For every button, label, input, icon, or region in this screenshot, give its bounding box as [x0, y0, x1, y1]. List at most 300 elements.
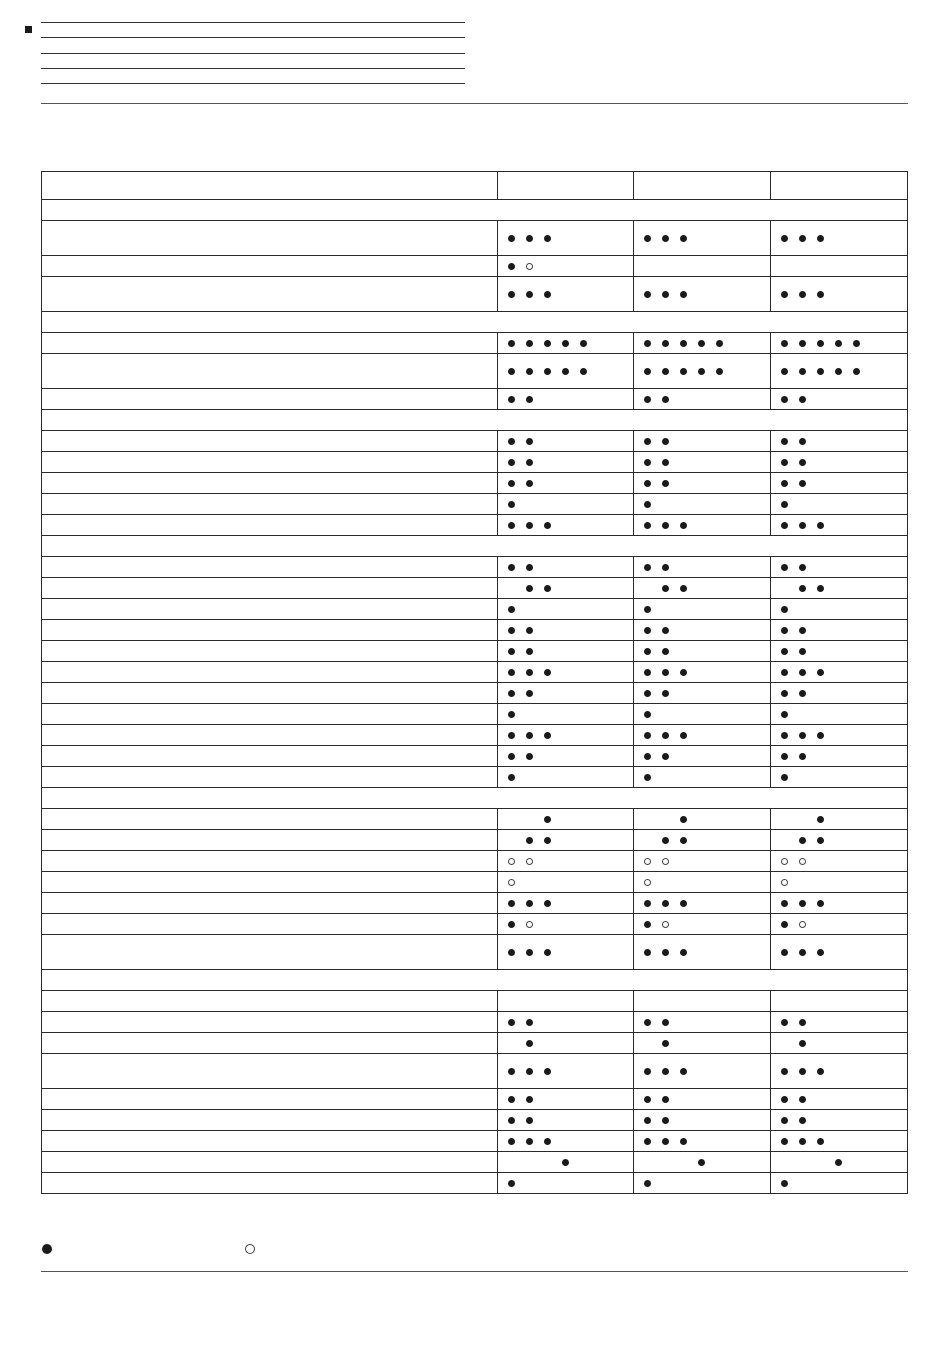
table-row: [42, 914, 908, 935]
model-1-cell: [498, 1089, 634, 1110]
model-2-cell: [634, 452, 771, 473]
filled-circle-icon: [662, 1117, 669, 1124]
availability-marks: [781, 291, 835, 298]
filled-circle-icon: [508, 1019, 515, 1026]
filled-circle-icon: [799, 585, 806, 592]
filled-circle-icon: [662, 585, 669, 592]
open-circle-icon: [644, 879, 651, 886]
feature-label-cell: [42, 1054, 498, 1089]
availability-marks: [644, 837, 698, 844]
model-2-cell: [634, 1033, 771, 1054]
filled-circle-icon: [781, 627, 788, 634]
table-row: [42, 830, 908, 851]
filled-circle-icon: [508, 368, 515, 375]
model-1-cell: [498, 452, 634, 473]
filled-circle-icon: [781, 1117, 788, 1124]
model-2-cell: [634, 662, 771, 683]
model-2-cell: [634, 830, 771, 851]
filled-circle-icon: [526, 837, 533, 844]
filled-circle-icon: [817, 1068, 824, 1075]
filled-circle-icon: [680, 1068, 687, 1075]
filled-circle-icon: [508, 501, 515, 508]
availability-marks: [644, 459, 680, 466]
feature-label-cell: [42, 599, 498, 620]
feature-label-cell: [42, 662, 498, 683]
model-1-cell: [498, 872, 634, 893]
filled-circle-icon: [799, 438, 806, 445]
availability-marks: [508, 480, 544, 487]
feature-label-cell: [42, 431, 498, 452]
table-row: [42, 1131, 908, 1152]
open-circle-icon: [662, 858, 669, 865]
open-circle-icon: [508, 858, 515, 865]
availability-marks: [781, 1138, 835, 1145]
table-row: [42, 1054, 908, 1089]
model-2-cell: [634, 991, 771, 1012]
availability-marks: [781, 501, 799, 508]
availability-marks: [508, 837, 562, 844]
availability-marks: [508, 263, 544, 270]
filled-circle-icon: [508, 1180, 515, 1187]
model-1-cell: [498, 1012, 634, 1033]
section-header-row: [42, 410, 908, 431]
filled-circle-icon: [644, 774, 651, 781]
filled-circle-icon: [781, 711, 788, 718]
filled-circle-icon: [781, 340, 788, 347]
availability-marks: [644, 522, 698, 529]
model-2-cell: [634, 1173, 771, 1194]
table-row: [42, 557, 908, 578]
model-3-cell: [771, 872, 908, 893]
availability-marks: [781, 606, 799, 613]
availability-marks: [781, 648, 817, 655]
model-2-cell: [634, 256, 771, 277]
filled-circle-icon: [799, 1040, 806, 1047]
filled-circle-icon: [526, 1040, 533, 1047]
availability-marks: [644, 921, 680, 928]
filled-circle-icon: [662, 396, 669, 403]
filled-circle-icon: [644, 1138, 651, 1145]
model-3-cell: [771, 256, 908, 277]
filled-circle-icon: [662, 564, 669, 571]
model-1-cell: [498, 256, 634, 277]
model-2-cell: [634, 515, 771, 536]
filled-circle-icon: [508, 235, 515, 242]
filled-circle-icon: [662, 732, 669, 739]
filled-circle-icon: [817, 340, 824, 347]
model-1-cell: [498, 830, 634, 851]
filled-circle-icon: [526, 669, 533, 676]
filled-circle-icon: [644, 732, 651, 739]
model-2-cell: [634, 1110, 771, 1131]
availability-marks: [508, 459, 544, 466]
filled-circle-icon: [799, 753, 806, 760]
model-3-cell: [771, 683, 908, 704]
filled-circle-icon: [853, 368, 860, 375]
model-3-cell: [771, 1012, 908, 1033]
feature-label-cell: [42, 277, 498, 312]
filled-circle-icon: [544, 949, 551, 956]
feature-label-cell: [42, 1131, 498, 1152]
filled-circle-icon: [799, 1068, 806, 1075]
model-3-cell: [771, 599, 908, 620]
filled-circle-icon: [662, 368, 669, 375]
filled-circle-icon: [644, 340, 651, 347]
table-row: [42, 1152, 908, 1173]
section-header-cell: [42, 970, 908, 991]
feature-label-cell: [42, 620, 498, 641]
availability-marks: [508, 1096, 544, 1103]
model-2-cell: [634, 578, 771, 599]
filled-circle-icon: [562, 1159, 569, 1166]
filled-circle-icon: [799, 235, 806, 242]
filled-circle-icon: [680, 522, 687, 529]
filled-circle-icon: [781, 774, 788, 781]
filled-circle-icon: [799, 732, 806, 739]
filled-circle-icon: [817, 291, 824, 298]
feature-label-cell: [42, 830, 498, 851]
filled-circle-icon: [662, 438, 669, 445]
filled-circle-icon: [662, 1138, 669, 1145]
filled-circle-icon: [526, 1138, 533, 1145]
filled-circle-icon: [526, 627, 533, 634]
availability-marks: [508, 669, 562, 676]
feature-label-cell: [42, 1033, 498, 1054]
filled-circle-icon: [799, 669, 806, 676]
availability-marks: [644, 585, 698, 592]
model-3-cell: [771, 1152, 908, 1173]
table-row: [42, 872, 908, 893]
filled-circle-icon: [644, 627, 651, 634]
table-row: [42, 1110, 908, 1131]
availability-marks: [644, 235, 698, 242]
header-rule: [41, 53, 465, 54]
model-1-cell: [498, 1054, 634, 1089]
divider: [41, 103, 908, 104]
model-2-cell: [634, 767, 771, 788]
availability-marks: [781, 1117, 817, 1124]
filled-circle-icon: [799, 1019, 806, 1026]
filled-circle-icon: [644, 711, 651, 718]
model-3-cell: [771, 515, 908, 536]
filled-circle-icon: [817, 368, 824, 375]
availability-marks: [508, 816, 562, 823]
filled-circle-icon: [526, 480, 533, 487]
model-1-cell: [498, 494, 634, 515]
model-3-cell: [771, 1110, 908, 1131]
table-row: [42, 809, 908, 830]
model-1-cell: [498, 333, 634, 354]
open-circle-icon: [526, 921, 533, 928]
availability-marks: [781, 711, 799, 718]
filled-circle-icon: [508, 1138, 515, 1145]
feature-label-cell: [42, 172, 498, 200]
filled-circle-icon: [799, 522, 806, 529]
model-1-cell: [498, 389, 634, 410]
model-2-cell: [634, 683, 771, 704]
table-row: [42, 354, 908, 389]
availability-marks: [508, 340, 598, 347]
filled-circle-icon: [526, 396, 533, 403]
model-1-cell: [498, 991, 634, 1012]
model-2-cell: [634, 1089, 771, 1110]
availability-marks: [781, 522, 835, 529]
filled-circle-icon: [580, 340, 587, 347]
filled-circle-icon: [680, 900, 687, 907]
availability-marks: [781, 1068, 835, 1075]
availability-marks: [781, 438, 817, 445]
availability-marks: [781, 585, 835, 592]
model-2-cell: [634, 872, 771, 893]
filled-circle-icon: [817, 235, 824, 242]
filled-circle-icon: [508, 774, 515, 781]
filled-circle-icon: [817, 669, 824, 676]
availability-marks: [644, 1138, 698, 1145]
table-row: [42, 578, 908, 599]
table-row: [42, 1012, 908, 1033]
availability-marks: [508, 501, 526, 508]
model-3-cell: [771, 641, 908, 662]
filled-circle-icon: [508, 291, 515, 298]
filled-circle-icon: [526, 732, 533, 739]
feature-label-cell: [42, 256, 498, 277]
model-3-cell: [771, 473, 908, 494]
filled-circle-icon: [662, 669, 669, 676]
table-row: [42, 662, 908, 683]
filled-circle-icon: [662, 1068, 669, 1075]
filled-circle-icon: [508, 690, 515, 697]
availability-marks: [781, 690, 817, 697]
filled-circle-icon: [799, 690, 806, 697]
filled-circle-icon: [662, 627, 669, 634]
filled-circle-icon: [781, 235, 788, 242]
filled-circle-icon: [644, 564, 651, 571]
feature-label-cell: [42, 872, 498, 893]
filled-circle-icon: [817, 585, 824, 592]
model-3-cell: [771, 991, 908, 1012]
section-header-cell: [42, 788, 908, 809]
filled-circle-icon: [508, 753, 515, 760]
availability-marks: [508, 235, 562, 242]
filled-circle-icon: [508, 648, 515, 655]
filled-circle-icon: [799, 648, 806, 655]
filled-circle-icon: [526, 522, 533, 529]
model-2-cell: [634, 221, 771, 256]
model-3-cell: [771, 935, 908, 970]
filled-circle-icon: [662, 235, 669, 242]
model-1-cell: [498, 662, 634, 683]
table-row: [42, 851, 908, 872]
availability-marks: [781, 879, 799, 886]
availability-marks: [644, 879, 662, 886]
model-2-cell: [634, 1131, 771, 1152]
feature-label-cell: [42, 578, 498, 599]
model-1-cell: [498, 809, 634, 830]
filled-circle-icon: [781, 669, 788, 676]
filled-circle-icon: [644, 690, 651, 697]
availability-marks: [644, 1040, 680, 1047]
availability-marks: [508, 585, 562, 592]
availability-marks: [644, 564, 680, 571]
model-1-cell: [498, 599, 634, 620]
filled-circle-icon: [508, 732, 515, 739]
availability-marks: [508, 858, 544, 865]
availability-marks: [781, 774, 799, 781]
model-2-cell: [634, 809, 771, 830]
table-row: [42, 599, 908, 620]
model-3-cell: [771, 893, 908, 914]
model-2-cell: [634, 725, 771, 746]
filled-circle-icon: [781, 1180, 788, 1187]
availability-marks: [781, 900, 835, 907]
availability-marks: [508, 1159, 580, 1166]
filled-circle-icon: [781, 1096, 788, 1103]
model-3-cell: [771, 620, 908, 641]
availability-marks: [508, 648, 544, 655]
model-1-cell: [498, 1131, 634, 1152]
filled-circle-icon: [580, 368, 587, 375]
table-row: [42, 333, 908, 354]
model-1-cell: [498, 221, 634, 256]
filled-circle-icon: [562, 340, 569, 347]
feature-label-cell: [42, 641, 498, 662]
filled-circle-icon: [526, 949, 533, 956]
open-circle-icon: [799, 921, 806, 928]
model-3-cell: [771, 746, 908, 767]
availability-marks: [508, 438, 544, 445]
availability-marks: [644, 774, 662, 781]
filled-circle-icon: [799, 837, 806, 844]
feature-table: [41, 171, 908, 1194]
feature-label-cell: [42, 473, 498, 494]
filled-circle-icon: [508, 1117, 515, 1124]
filled-circle-icon: [662, 900, 669, 907]
availability-marks: [644, 732, 698, 739]
feature-label-cell: [42, 809, 498, 830]
open-circle-icon: [526, 858, 533, 865]
filled-circle-icon: [799, 459, 806, 466]
availability-marks: [781, 459, 817, 466]
filled-circle-icon: [680, 732, 687, 739]
availability-marks: [508, 1040, 544, 1047]
model-2-cell: [634, 1012, 771, 1033]
availability-marks: [508, 627, 544, 634]
model-2-cell: [634, 431, 771, 452]
model-1-cell: [498, 1033, 634, 1054]
filled-circle-icon: [799, 396, 806, 403]
feature-label-cell: [42, 221, 498, 256]
availability-marks: [781, 1019, 817, 1026]
table-row: [42, 277, 908, 312]
feature-label-cell: [42, 452, 498, 473]
filled-circle-icon: [544, 585, 551, 592]
feature-label-cell: [42, 494, 498, 515]
section-header-cell: [42, 312, 908, 333]
availability-marks: [508, 1117, 544, 1124]
table-row: [42, 473, 908, 494]
filled-circle-icon: [698, 1159, 705, 1166]
model-1-cell: [498, 277, 634, 312]
availability-marks: [508, 606, 526, 613]
filled-circle-icon: [781, 921, 788, 928]
filled-circle-icon: [662, 522, 669, 529]
availability-marks: [508, 921, 544, 928]
table-row: [42, 620, 908, 641]
filled-circle-icon: [544, 340, 551, 347]
availability-marks: [508, 732, 562, 739]
filled-circle-icon: [781, 648, 788, 655]
availability-marks: [644, 1159, 716, 1166]
filled-circle-icon: [662, 1096, 669, 1103]
availability-marks: [644, 1096, 680, 1103]
filled-circle-icon: [680, 368, 687, 375]
filled-circle-icon: [662, 291, 669, 298]
filled-circle-icon: [853, 340, 860, 347]
filled-circle-icon: [508, 340, 515, 347]
availability-marks: [508, 949, 562, 956]
filled-circle-icon: [544, 1138, 551, 1145]
section-header-row: [42, 200, 908, 221]
model-3-cell: [771, 1173, 908, 1194]
model-3-cell: [771, 1089, 908, 1110]
availability-marks: [781, 396, 817, 403]
model-3-cell: [771, 578, 908, 599]
filled-circle-icon: [644, 1096, 651, 1103]
section-header-cell: [42, 200, 908, 221]
model-3-cell: [771, 389, 908, 410]
model-2-cell: [634, 389, 771, 410]
filled-circle-icon: [799, 564, 806, 571]
model-3-cell: [771, 1054, 908, 1089]
model-3-cell: [771, 221, 908, 256]
availability-marks: [644, 291, 698, 298]
model-3-cell: [771, 662, 908, 683]
table-row: [42, 746, 908, 767]
filled-circle-icon: [662, 648, 669, 655]
open-circle-icon: [781, 858, 788, 865]
availability-marks: [644, 648, 680, 655]
feature-label-cell: [42, 704, 498, 725]
filled-circle-icon: [526, 900, 533, 907]
feature-label-cell: [42, 354, 498, 389]
filled-circle-icon: [508, 1068, 515, 1075]
filled-circle-icon: [680, 949, 687, 956]
filled-circle-icon: [680, 816, 687, 823]
model-2-cell: [634, 494, 771, 515]
table-row: [42, 1033, 908, 1054]
filled-circle-icon: [799, 949, 806, 956]
availability-marks: [644, 368, 734, 375]
filled-circle-icon: [799, 1117, 806, 1124]
availability-marks: [508, 1180, 526, 1187]
model-1-cell: [498, 641, 634, 662]
model-3-cell: [771, 333, 908, 354]
model-1-cell: [498, 914, 634, 935]
model-1-cell: [498, 620, 634, 641]
table-row: [42, 893, 908, 914]
availability-marks: [781, 1159, 853, 1166]
filled-circle-icon: [680, 585, 687, 592]
filled-circle-icon: [508, 949, 515, 956]
table-row: [42, 389, 908, 410]
model-1-cell: [498, 1173, 634, 1194]
model-1-cell: [498, 725, 634, 746]
filled-circle-icon: [781, 690, 788, 697]
availability-marks: [508, 1068, 562, 1075]
filled-circle-icon: [781, 480, 788, 487]
open-circle-icon: [799, 858, 806, 865]
model-3-cell: [771, 914, 908, 935]
